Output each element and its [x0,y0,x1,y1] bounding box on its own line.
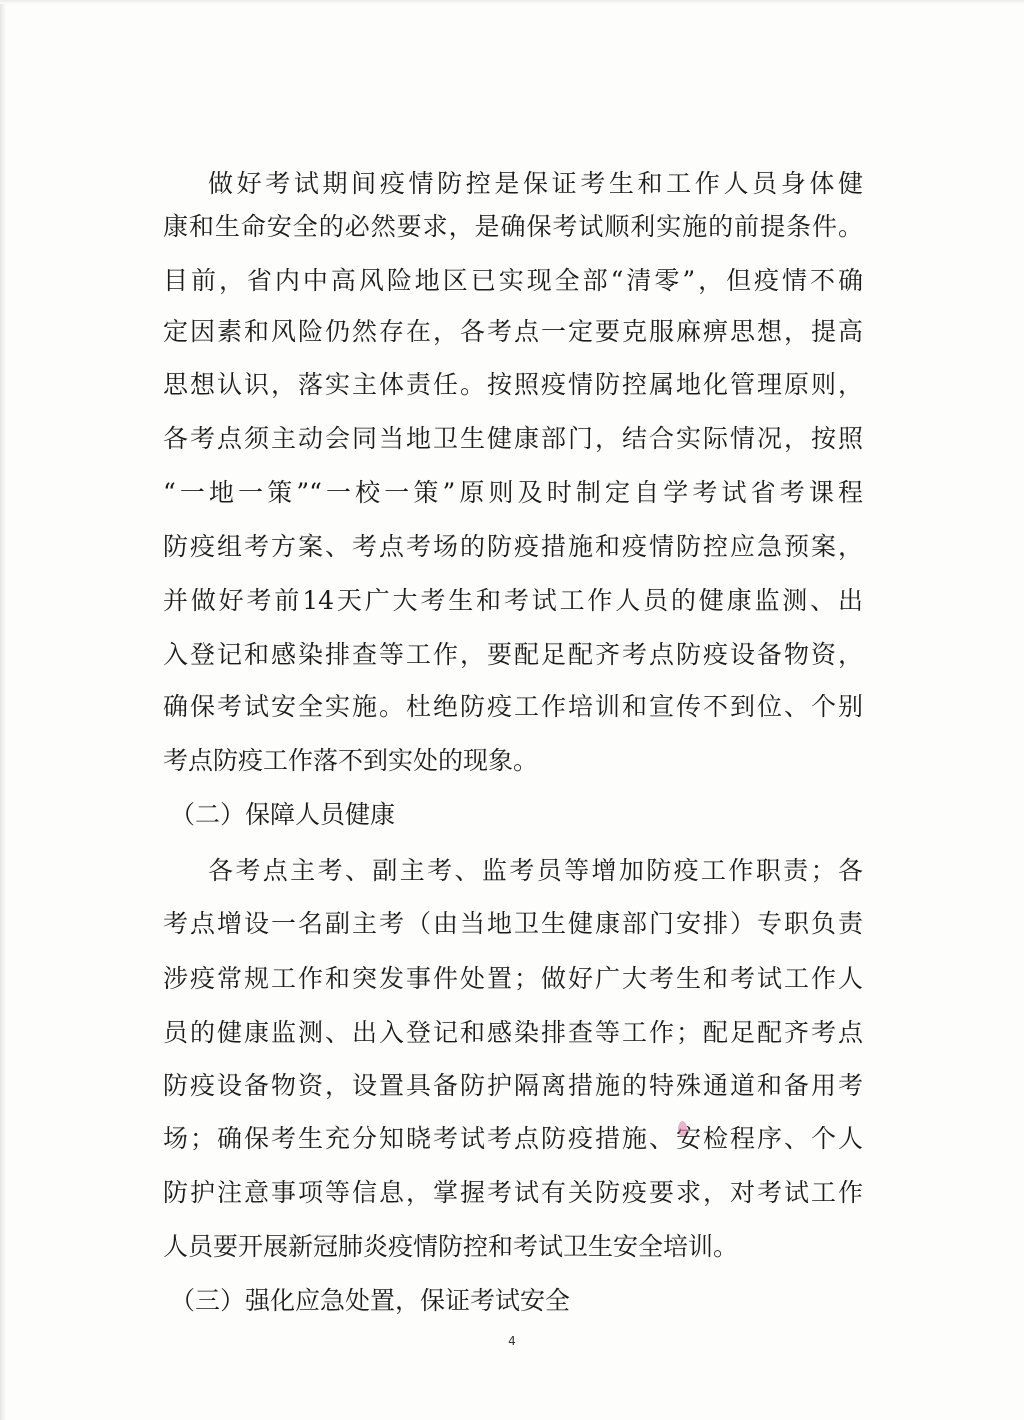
paragraph-1-line: 并做好考前14天广大考生和考试工作人员的健康监测、出 [163,586,863,615]
paragraph-2-line: 人员要开展新冠肺炎疫情防控和考试卫生安全培训。 [163,1232,739,1261]
paragraph-1-line: 各考点须主动会同当地卫生健康部门，结合实际情况，按照 [163,424,863,453]
paragraph-1-line: 定因素和风险仍然存在，各考点一定要克服麻痹思想，提高 [163,317,863,346]
section-heading-3: （三）强化应急处置，保证考试安全 [170,1286,571,1315]
paragraph-2-line: 防护注意事项等信息，掌握考试有关防疫要求，对考试工作 [163,1178,863,1207]
paragraph-1-line: 做好考试期间疫情防控是保证考生和工作人员身体健 [208,169,863,198]
paragraph-1-line: 确保考试安全实施。杜绝防疫工作培训和宣传不到位、个别 [163,692,863,721]
paragraph-1-line: 目前，省内中高风险地区已实现全部“清零”，但疫情不确 [163,266,863,295]
paragraph-1-line: 考点防疫工作落不到实处的现象。 [163,746,539,775]
section-heading-2: （二）保障人员健康 [170,800,396,829]
paragraph-2-line: 场；确保考生充分知晓考试考点防疫措施、安检程序、个人 [163,1124,863,1153]
paragraph-2-line: 员的健康监测、出入登记和感染排查等工作；配足配齐考点 [163,1018,863,1047]
paragraph-1-line: 思想认识，落实主体责任。按照疫情防控属地化管理原则， [163,370,863,399]
paragraph-1-line: 康和生命安全的必然要求，是确保考试顺利实施的前提条件。 [163,212,863,241]
paragraph-1-line: “一地一策”“一校一策”原则及时制定自学考试省考课程 [163,478,863,507]
paragraph-2-line: 考点增设一名副主考（由当地卫生健康部门安排）专职负责 [163,909,863,938]
ink-speck [678,1121,687,1137]
paragraph-1-line: 入登记和感染排查等工作，要配足配齐考点防疫设备物资， [163,640,863,669]
paragraph-2-line: 各考点主考、副主考、监考员等增加防疫工作职责；各 [208,856,863,885]
paragraph-1-line: 防疫组考方案、考点考场的防疫措施和疫情防控应急预案， [163,532,863,561]
page-number: 4 [508,1334,516,1348]
scan-edge-left [0,0,6,1420]
scan-edge-top [0,0,1024,4]
paragraph-2-line: 涉疫常规工作和突发事件处置；做好广大考生和考试工作人 [163,964,863,993]
paragraph-2-line: 防疫设备物资，设置具备防护隔离措施的特殊通道和备用考 [163,1071,863,1100]
